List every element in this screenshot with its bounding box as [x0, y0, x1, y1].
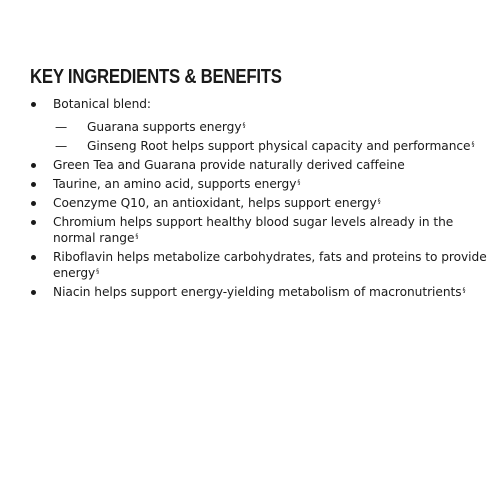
botanical-sublist [53, 119, 490, 154]
footnote-mark: § [297, 179, 301, 186]
bullet-icon [31, 182, 36, 187]
list-item-text: Riboflavin helps metabolize carbohydrates, fats and proteins to provide energy [53, 250, 487, 280]
bullet-icon [31, 220, 36, 225]
list-item-text: Chromium helps support healthy blood sugar levels already in the normal range [53, 215, 454, 245]
footnote-mark: § [462, 287, 466, 294]
footnote-mark: § [471, 141, 475, 148]
sublist-item-text: Ginseng Root helps support physical capacity and performance [87, 139, 471, 153]
list-item-green-tea [30, 157, 490, 173]
dash-icon: — [55, 139, 68, 153]
sublist-item-text: Guarana supports energy [87, 120, 242, 134]
footnote-mark: § [96, 268, 100, 275]
list-item-taurine [30, 176, 490, 192]
bullet-icon [31, 201, 36, 206]
dash-icon: — [55, 120, 68, 134]
list-item-text: Coenzyme Q10, an antioxidant, helps support energy [53, 196, 377, 210]
list-item-coenzyme-q10 [30, 195, 490, 211]
benefits-list [30, 96, 490, 303]
bullet-icon [31, 102, 36, 107]
bullet-icon [31, 290, 36, 295]
list-item-text: Green Tea and Guarana provide naturally derived caffeine [53, 158, 405, 172]
footnote-mark: § [242, 122, 246, 129]
list-item-text: Botanical blend: [53, 97, 151, 111]
footnote-mark: § [135, 233, 139, 240]
sublist-item-ginseng [53, 138, 490, 154]
list-item-niacin [30, 284, 490, 300]
list-item-text: Niacin helps support energy-yielding metabolism of macronutrients [53, 285, 462, 299]
footnote-mark: § [377, 198, 381, 205]
bullet-icon [31, 163, 36, 168]
list-item-chromium [30, 214, 490, 246]
section-heading: KEY INGREDIENTS & BENEFITS [30, 66, 282, 88]
bullet-icon [31, 255, 36, 260]
list-item-botanical-blend [30, 96, 490, 154]
sublist-item-guarana [53, 119, 490, 135]
list-item-text: Taurine, an amino acid, supports energy [53, 177, 297, 191]
list-item-riboflavin [30, 249, 490, 281]
